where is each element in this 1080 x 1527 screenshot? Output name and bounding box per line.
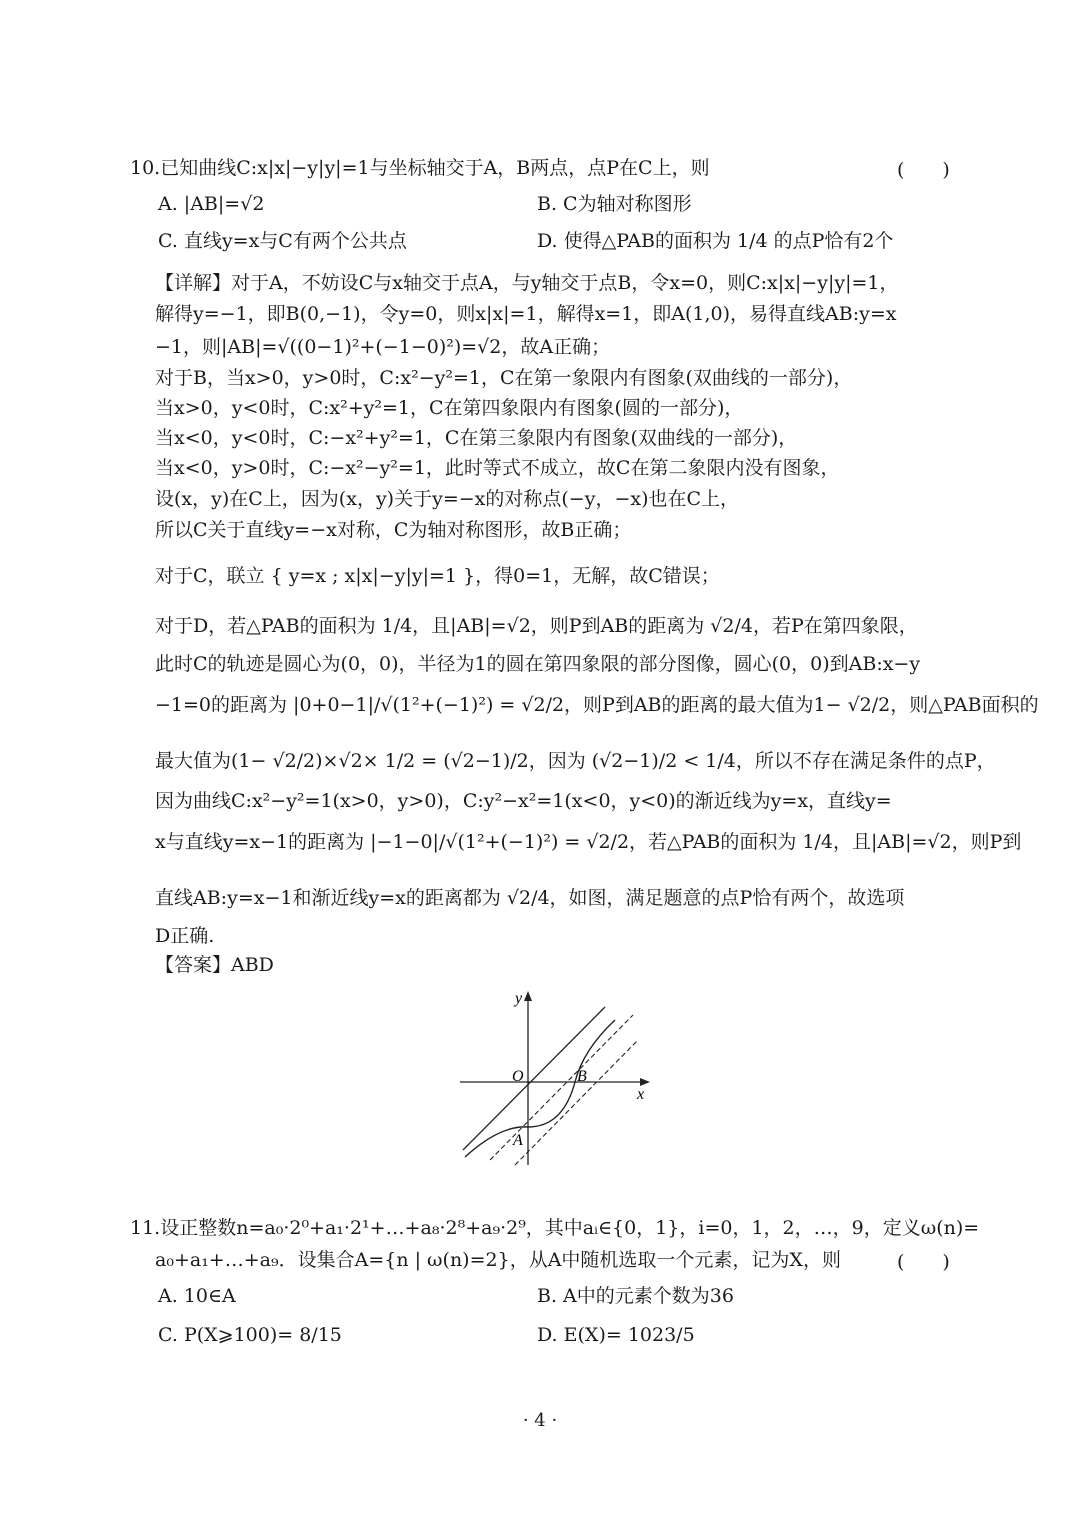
solution-line: 对于D，若△PAB的面积为 1/4，且|AB|=√2，则P到AB的距离为 √2/4，若P在第四象限， [155,615,918,637]
line-ab [490,1015,633,1160]
q11-option-c: C. P(X⩾100)= 8/15 [158,1324,342,1346]
solution-line: 最大值为(1− √2/2)×√2× 1/2 = (√2−1)/2，因为 (√2−1)/2 < 1/4，所以不存在满足条件的点P， [155,750,996,772]
solution-line: 此时C的轨迹是圆心为(0，0)，半径为1的圆在第四象限的部分图像，圆心(0，0)到AB:x−y [155,653,921,675]
label-origin: O [512,1068,524,1085]
solution-line: −1=0的距离为 |0+0−1|/√(1²+(−1)²) = √2/2，则P到AB的距离的最大值为1− √2/2，则△PAB面积的 [155,694,1039,716]
q11-stem-line-2: a₀+a₁+…+a₉．设集合A={n | ω(n)=2}，从A中随机选取一个元素，记为X，则 [155,1249,841,1271]
solution-line: x与直线y=x−1的距离为 |−1−0|/√(1²+(−1)²) = √2/2，若△PAB的面积为 1/4，且|AB|=√2，则P到 [155,831,1022,853]
q10-answer-paren: ( ) [897,159,950,181]
solution-line: 设(x，y)在C上，因为(x，y)关于y=−x的对称点(−y，−x)也在C上， [155,488,740,510]
solution-line: 解得y=−1，即B(0,−1)，令y=0，则x|x|=1，解得x=1，即A(1,0)，易得直线AB:y=x [155,303,897,325]
solution-line: 对于B，当x>0，y>0时，C:x²−y²=1，C在第一象限内有图象(双曲线的一部分)， [155,367,853,389]
q11-option-b: B. A中的元素个数为36 [537,1285,734,1307]
solution-line: 直线AB:y=x−1和渐近线y=x的距离都为 √2/4，如图，满足题意的点P恰有两个，故选项 [155,887,905,909]
q10-stem: 10.已知曲线C:x|x|−y|y|=1与坐标轴交于A，B两点，点P在C上，则 [130,157,710,179]
solution-line: −1，则|AB|=√((0−1)²+(−1−0)²)=√2，故A正确； [155,336,611,358]
q11-option-d: D. E(X)= 1023/5 [537,1324,695,1346]
solution-line: D正确. [155,925,215,947]
q10-option-a: A. |AB|=√2 [158,193,265,215]
solution-line: 因为曲线C:x²−y²=1(x>0，y>0)，C:y²−x²=1(x<0，y<0)的渐近线为y=x，直线y= [155,790,892,812]
q11-option-a: A. 10∈A [158,1285,236,1307]
q11-stem-line-1: 11.设正整数n=a₀·2⁰+a₁·2¹+…+a₈·2⁸+a₉·2⁹，其中aᵢ∈{0，1}，i=0，1，2，…，9，定义ω(n)= [130,1217,980,1239]
q11-answer-paren: ( ) [897,1251,950,1273]
solution-line: 当x>0，y<0时，C:x²+y²=1，C在第四象限内有图象(圆的一部分)， [155,397,744,419]
solution-line: 当x<0，y>0时，C:−x²−y²=1，此时等式不成立，故C在第二象限内没有图象， [155,457,840,479]
label-b: B [577,1068,587,1085]
solution-line: 对于C，联立 { y=x ; x|x|−y|y|=1 }，得0=1，无解，故C错误； [155,565,720,587]
answer-line: 【答案】ABD [155,954,274,976]
curve-figure [455,985,655,1170]
q10-option-d: D. 使得△PAB的面积为 1/4 的点P恰有2个 [537,230,894,252]
solution-line: 所以C关于直线y=−x对称，C为轴对称图形，故B正确； [155,519,632,541]
curve-c [465,1020,615,1157]
y-axis-arrow-icon [524,991,532,1001]
label-x: x [637,1086,645,1103]
parallel-line [515,1040,638,1165]
label-y: y [515,990,523,1007]
q10-option-c: C. 直线y=x与C有两个公共点 [158,230,407,252]
solution-line: 【详解】对于A，不妨设C与x轴交于点A，与y轴交于点B，令x=0，则C:x|x|−y|y|=1， [155,272,899,294]
page-number: · 4 · [522,1410,558,1431]
q10-option-b: B. C为轴对称图形 [537,193,692,215]
solution-line: 当x<0，y<0时，C:−x²+y²=1，C在第三象限内有图象(双曲线的一部分)， [155,427,798,449]
label-a: A [513,1132,523,1149]
x-axis-arrow-icon [640,1078,650,1086]
